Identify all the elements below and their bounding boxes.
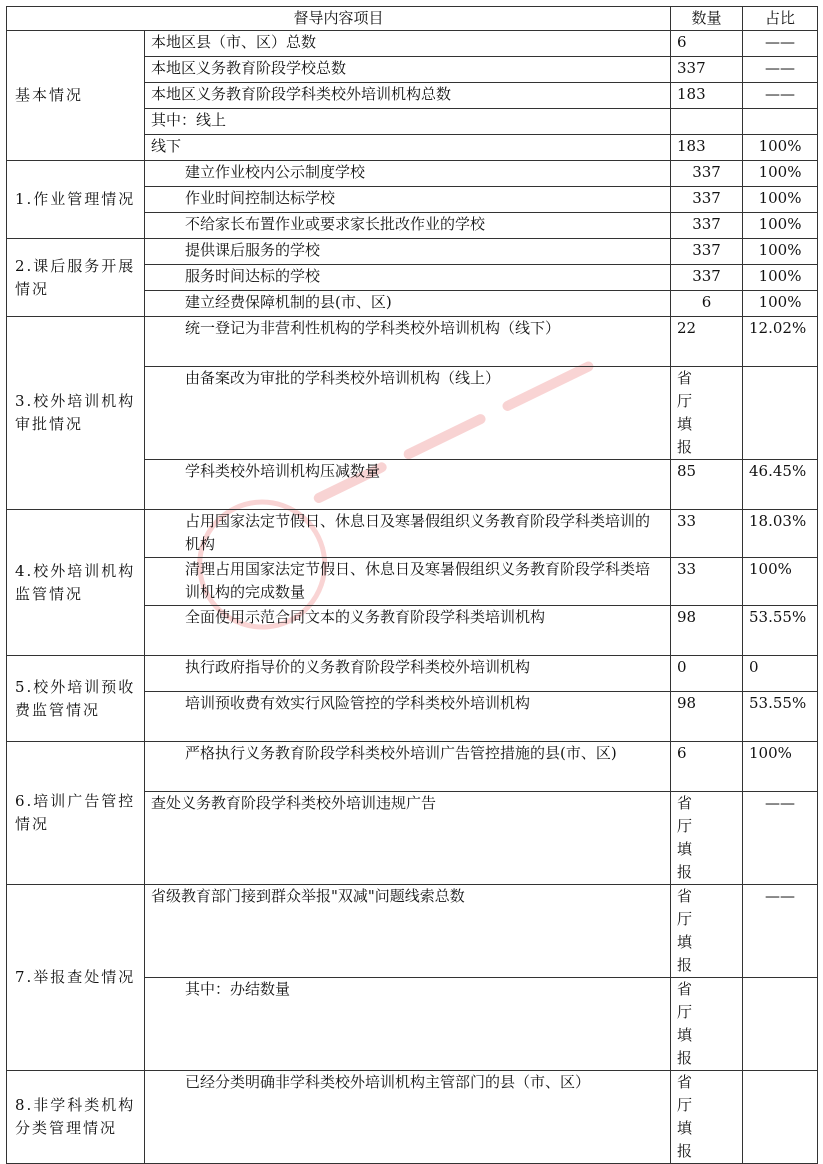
row-qty: 183 bbox=[671, 83, 743, 109]
row-qty: 337 bbox=[671, 239, 743, 265]
row-label: 全面使用示范合同文本的义务教育阶段学科类培训机构 bbox=[145, 606, 671, 656]
row-qty: 98 bbox=[671, 692, 743, 742]
category-reports: 7.举报查处情况 bbox=[7, 885, 145, 1071]
row-qty: 33 bbox=[671, 558, 743, 606]
row-qty: 省厅填报 bbox=[671, 1071, 743, 1164]
row-ratio: 100% bbox=[743, 135, 818, 161]
row-qty: 6 bbox=[671, 31, 743, 57]
category-supervision: 4.校外培训机构监管情况 bbox=[7, 510, 145, 656]
row-ratio: 100% bbox=[743, 239, 818, 265]
row-label: 培训预收费有效实行风险管控的学科类校外培训机构 bbox=[145, 692, 671, 742]
row-ratio: —— bbox=[743, 31, 818, 57]
row-ratio: 100% bbox=[743, 291, 818, 317]
row-ratio bbox=[743, 978, 818, 1071]
row-label: 严格执行义务教育阶段学科类校外培训广告管控措施的县(市、区) bbox=[145, 742, 671, 792]
row-ratio: —— bbox=[743, 885, 818, 978]
category-nonacademic: 8.非学科类机构分类管理情况 bbox=[7, 1071, 145, 1164]
category-approval: 3.校外培训机构审批情况 bbox=[7, 317, 145, 510]
row-qty: 337 bbox=[671, 187, 743, 213]
category-homework: 1.作业管理情况 bbox=[7, 161, 145, 239]
row-ratio: —— bbox=[743, 83, 818, 109]
row-label: 学科类校外培训机构压减数量 bbox=[145, 460, 671, 510]
row-qty: 省厅填报 bbox=[671, 367, 743, 460]
row-qty: 省厅填报 bbox=[671, 978, 743, 1071]
row-ratio: —— bbox=[743, 792, 818, 885]
row-qty: 85 bbox=[671, 460, 743, 510]
row-qty: 337 bbox=[671, 213, 743, 239]
row-label: 已经分类明确非学科类校外培训机构主管部门的县（市、区） bbox=[145, 1071, 671, 1164]
category-afterschool: 2.课后服务开展情况 bbox=[7, 239, 145, 317]
row-label: 清理占用国家法定节假日、休息日及寒暑假组织义务教育阶段学科类培训机构的完成数量 bbox=[145, 558, 671, 606]
row-label: 本地区义务教育阶段学校总数 bbox=[145, 57, 671, 83]
row-ratio: 53.55% bbox=[743, 692, 818, 742]
row-qty: 337 bbox=[671, 265, 743, 291]
row-label: 建立经费保障机制的县(市、区) bbox=[145, 291, 671, 317]
header-qty: 数量 bbox=[671, 7, 743, 31]
row-ratio: 0 bbox=[743, 656, 818, 692]
row-ratio: —— bbox=[743, 57, 818, 83]
row-ratio: 53.55% bbox=[743, 606, 818, 656]
row-qty: 22 bbox=[671, 317, 743, 367]
row-label: 本地区县（市、区）总数 bbox=[145, 31, 671, 57]
row-ratio: 12.02% bbox=[743, 317, 818, 367]
row-qty: 33 bbox=[671, 510, 743, 558]
row-label: 建立作业校内公示制度学校 bbox=[145, 161, 671, 187]
row-label: 服务时间达标的学校 bbox=[145, 265, 671, 291]
row-label: 查处义务教育阶段学科类校外培训违规广告 bbox=[145, 792, 671, 885]
row-qty: 0 bbox=[671, 656, 743, 692]
row-label: 省级教育部门接到群众举报"双减"问题线索总数 bbox=[145, 885, 671, 978]
category-ads: 6.培训广告管控情况 bbox=[7, 742, 145, 885]
row-ratio: 100% bbox=[743, 558, 818, 606]
row-label: 占用国家法定节假日、休息日及寒暑假组织义务教育阶段学科类培训的机构 bbox=[145, 510, 671, 558]
row-label: 由备案改为审批的学科类校外培训机构（线上） bbox=[145, 367, 671, 460]
row-qty: 6 bbox=[671, 742, 743, 792]
supervision-table bbox=[6, 6, 818, 1164]
row-label: 本地区义务教育阶段学科类校外培训机构总数 bbox=[145, 83, 671, 109]
row-label: 其中：办结数量 bbox=[145, 978, 671, 1071]
row-label: 不给家长布置作业或要求家长批改作业的学校 bbox=[145, 213, 671, 239]
row-label: 作业时间控制达标学校 bbox=[145, 187, 671, 213]
row-qty bbox=[671, 109, 743, 135]
row-label: 提供课后服务的学校 bbox=[145, 239, 671, 265]
header-item: 督导内容项目 bbox=[7, 7, 671, 31]
row-ratio bbox=[743, 367, 818, 460]
row-qty: 337 bbox=[671, 57, 743, 83]
row-qty: 183 bbox=[671, 135, 743, 161]
row-label: 统一登记为非营利性机构的学科类校外培训机构（线下） bbox=[145, 317, 671, 367]
row-ratio: 100% bbox=[743, 265, 818, 291]
row-ratio bbox=[743, 109, 818, 135]
row-qty: 省厅填报 bbox=[671, 792, 743, 885]
row-qty: 省厅填报 bbox=[671, 885, 743, 978]
row-qty: 6 bbox=[671, 291, 743, 317]
category-basic: 基本情况 bbox=[7, 31, 145, 161]
row-label: 执行政府指导价的义务教育阶段学科类校外培训机构 bbox=[145, 656, 671, 692]
row-ratio bbox=[743, 1071, 818, 1164]
row-qty: 337 bbox=[671, 161, 743, 187]
row-ratio: 100% bbox=[743, 187, 818, 213]
row-qty: 98 bbox=[671, 606, 743, 656]
category-prepay: 5.校外培训预收费监管情况 bbox=[7, 656, 145, 742]
row-label: 线下 bbox=[145, 135, 671, 161]
row-ratio: 100% bbox=[743, 161, 818, 187]
row-ratio: 18.03% bbox=[743, 510, 818, 558]
row-ratio: 100% bbox=[743, 213, 818, 239]
row-label: 其中：线上 bbox=[145, 109, 671, 135]
header-ratio: 占比 bbox=[743, 7, 818, 31]
row-ratio: 46.45% bbox=[743, 460, 818, 510]
row-ratio: 100% bbox=[743, 742, 818, 792]
